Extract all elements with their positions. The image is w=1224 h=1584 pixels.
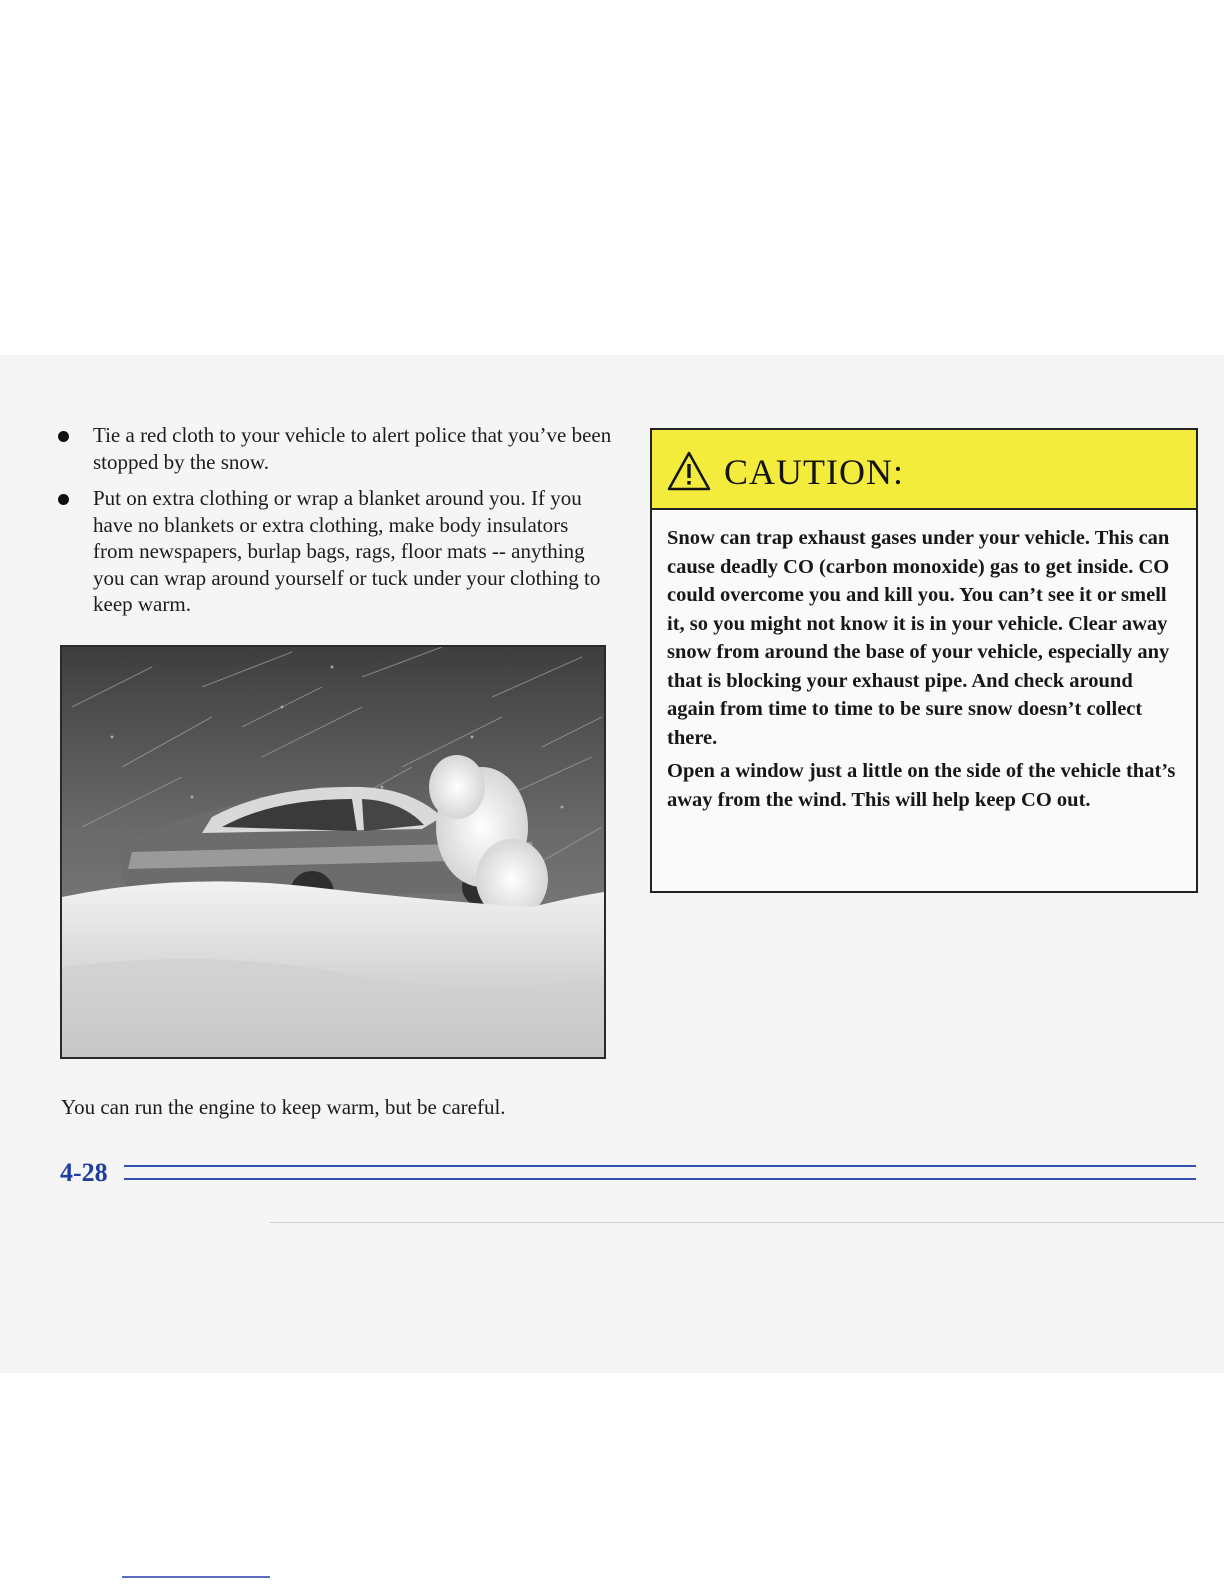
warning-triangle-icon (666, 450, 712, 492)
footer-rule (124, 1165, 1196, 1167)
caution-title: CAUTION: (724, 452, 904, 492)
car-in-snowstorm-illustration (60, 645, 606, 1059)
list-item-text: Put on extra clothing or wrap a blanket around you. If you have no blankets or extra clothing, make body insulators from newspapers, burlap bags, rags, floor mats -- anything you can wrap around yourself or tuck under your clothing to keep warm. (93, 486, 601, 616)
list-item (52, 485, 612, 618)
bullet-icon (58, 431, 69, 442)
caution-header (652, 430, 1196, 510)
illustration-caption: You can run the engine to keep warm, but be careful. (61, 1095, 506, 1119)
list-item-text: Tie a red cloth to your vehicle to alert police that you’ve been stopped by the snow. (93, 423, 612, 474)
caution-body (652, 510, 1196, 814)
caution-paragraph: Snow can trap exhaust gases under your vehicle. This can cause deadly CO (carbon monoxide) gas to get inside. CO could overcome you and kill you. You can’t see it or smell it, so you might not know it is in your vehicle. Clear away snow from around the base of your vehicle, especially any that is blocking your exhaust pipe. And check around again from time to time to be sure snow doesn’t collect there. (667, 527, 1170, 749)
page-number: 4-28 (60, 1158, 108, 1187)
bullet-icon (58, 494, 69, 505)
divider (122, 1576, 270, 1578)
tips-list (52, 422, 612, 628)
caution-paragraph: Open a window just a little on the side of the vehicle that’s away from the wind. This will help keep CO out. (667, 760, 1176, 811)
list-item (52, 422, 612, 475)
caution-box (650, 428, 1198, 893)
footer-rule (124, 1178, 1196, 1180)
divider (270, 1222, 1224, 1223)
